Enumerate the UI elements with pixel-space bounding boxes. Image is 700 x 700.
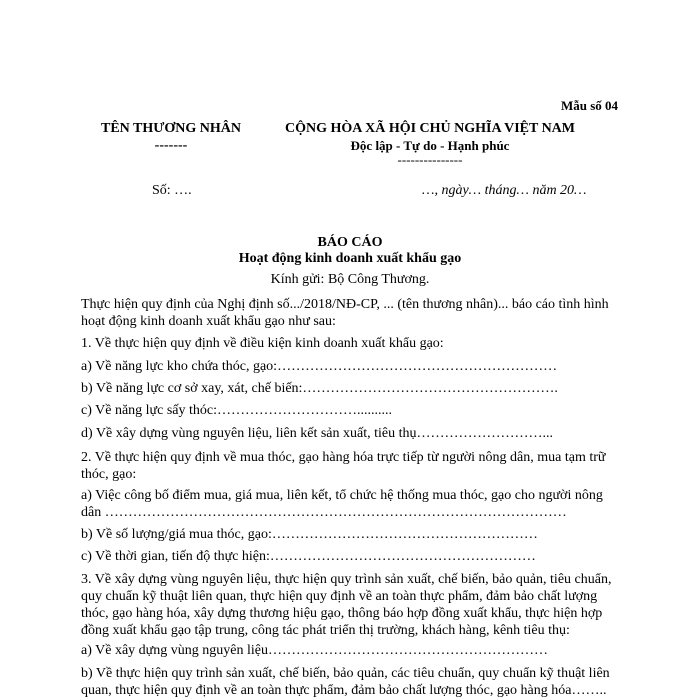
document-number: Số: …. xyxy=(152,183,192,198)
section-2-heading: 2. Về thực hiện quy định về mua thóc, gạo hàng hóa trực tiếp từ người nông dân, mua tạm trữ thóc, gạo: xyxy=(81,450,606,482)
section-3-heading: 3. Về xây dựng vùng nguyên liệu, thực hiện quy trình sản xuất, chế biến, bảo quản, tiêu chuẩn, quy chuẩn kỹ thuật liên quan, thực hiện quy định về an toàn thực phẩm, đảm bảo chất lượng thóc, gạo hàng hóa, xây dựng thương hiệu gạo, thông báo hợp đồng xuất khẩu, thực hiện hợp đồng xuất khẩu gạo tập trung, công tác phát triển thị trường, khách hàng, kênh tiêu thụ: xyxy=(81,572,612,638)
section-3-item-a: a) Về xây dựng vùng nguyên liệu…………………………………………………… xyxy=(81,643,548,658)
report-subtitle: Hoạt động kinh doanh xuất khẩu gạo xyxy=(238,251,462,266)
section-1-heading: 1. Về thực hiện quy định về điều kiện kinh doanh xuất khẩu gạo: xyxy=(81,336,444,351)
addressee: Kính gửi: Bộ Công Thương. xyxy=(270,272,430,287)
section-1-item-a: a) Về năng lực kho chứa thóc, gạo:…………………………………………………… xyxy=(81,359,558,374)
form-number: Mẫu số 04 xyxy=(561,98,619,113)
section-1-item-b: b) Về năng lực cơ sở xay, xát, chế biến:………………………………………………. xyxy=(81,381,558,396)
section-1-item-c: c) Về năng lực sấy thóc:………………………….......... xyxy=(81,403,393,418)
merchant-separator: ------- xyxy=(154,138,188,153)
intro-paragraph: Thực hiện quy định của Nghị định số.../2018/NĐ-CP, ... (tên thương nhân)... báo cáo tình hình hoạt động kinh doanh xuất khẩu gạo như sau: xyxy=(81,297,609,329)
national-motto: Độc lập - Tự do - Hạnh phúc xyxy=(350,138,510,153)
section-3-item-b: b) Về thực hiện quy trình sản xuất, chế biến, bảo quản, các tiêu chuẩn, quy chuẩn kỹ thuật liên quan, thực hiện quy định về an toàn thực phẩm, đảm bảo chất lượng thóc, gạo hàng hóa…….. xyxy=(81,666,610,698)
section-2-item-b: b) Về số lượng/giá mua thóc, gạo:………………………………………………… xyxy=(81,527,538,542)
section-1-item-d: d) Về xây dựng vùng nguyên liệu, liên kết sản xuất, tiêu thụ………………………... xyxy=(81,426,553,441)
section-2-item-c: c) Về thời gian, tiến độ thực hiện:………………………………………………… xyxy=(81,549,536,564)
motto-separator: --------------- xyxy=(397,152,463,167)
country-name: CỘNG HÒA XÃ HỘI CHỦ NGHĨA VIỆT NAM xyxy=(284,121,575,136)
merchant-name: TÊN THƯƠNG NHÂN xyxy=(100,121,241,136)
date-line: …, ngày… tháng… năm 20… xyxy=(422,183,587,198)
section-2-item-a: a) Việc công bố điểm mua, giá mua, liên kết, tổ chức hệ thống mua thóc, gạo cho người nông dân ……………………………………………………………………………………… xyxy=(81,488,603,520)
report-title: BÁO CÁO xyxy=(317,235,383,250)
